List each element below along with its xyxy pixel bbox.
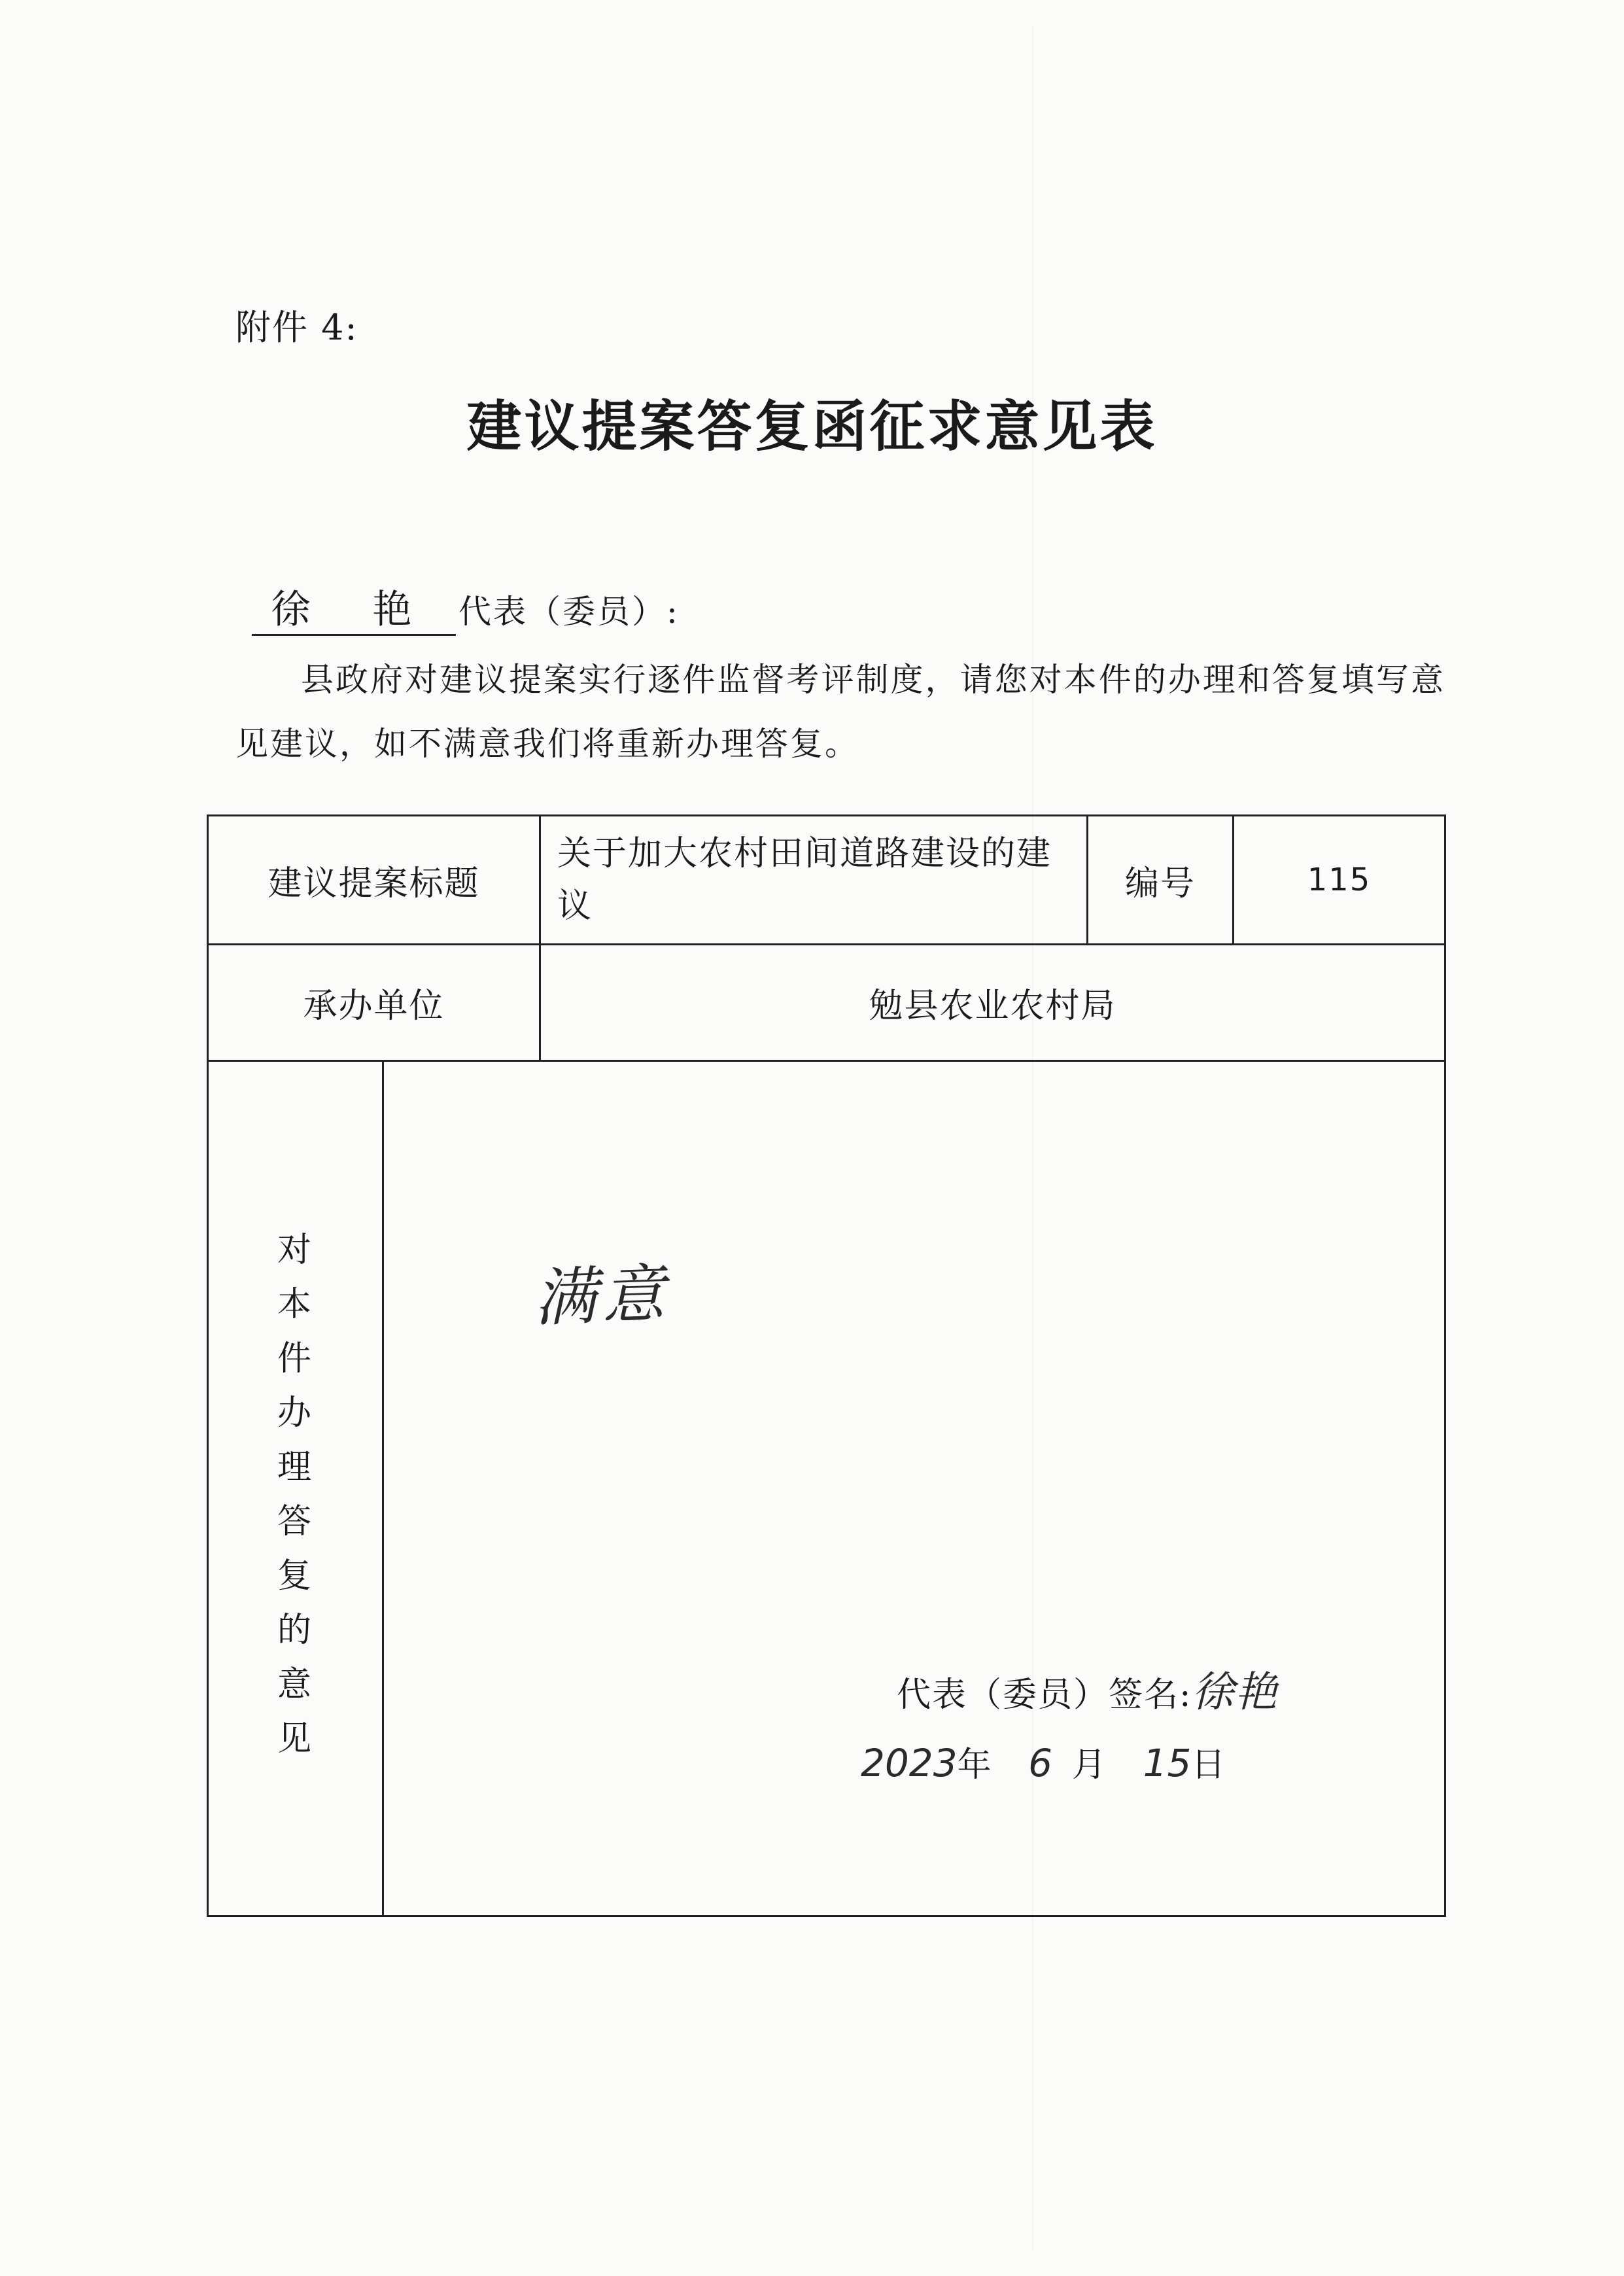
title-value: 关于加大农村田间道路建设的建议 [557,834,1052,926]
opinion-label-char: 对 [277,1231,311,1270]
intro-paragraph: 县政府对建议提案实行逐件监督考评制度，请您对本件的办理和答复填写意见建议，如不满意我们将重新办理答复。 [235,661,1445,763]
unit-value: 勉县农业农村局 [869,987,1116,1026]
opinion-label-char: 理 [277,1448,311,1487]
signature-label: 代表（委员）签名: [897,1675,1192,1715]
opinion-form-table [207,814,1446,1917]
opinion-label-char: 办 [277,1393,311,1433]
date-year: 2023 [861,1741,958,1785]
table-border-right [1444,814,1446,1917]
table-border-bottom [207,1915,1446,1917]
row-divider-2 [207,1060,1446,1062]
salutation-suffix: 代表（委员）: [458,593,680,631]
date-day-unit: 日 [1191,1745,1226,1785]
opinion-label-char: 见 [277,1719,311,1759]
title-label: 建议提案标题 [268,864,480,903]
unit-label: 承办单位 [303,987,445,1026]
opinion-label-char: 复 [277,1556,311,1596]
date-year-unit: 年 [957,1745,992,1785]
signature-handwritten: 徐艳 [1192,1668,1279,1717]
form-title: 建议提案答复函征求意见表 [466,394,1158,459]
date-row [861,1737,1225,1786]
opinion-handwritten: 满意 [532,1257,672,1335]
date-day: 15 [1143,1741,1192,1785]
number-label: 编号 [1124,864,1196,903]
representative-name: 徐 艳 [252,586,456,636]
opinion-label-char: 答 [277,1502,311,1541]
opinion-label-vertical [207,1223,382,1766]
date-month-unit: 月 [1072,1745,1107,1785]
signature-row [897,1658,1279,1719]
opinion-label-char: 件 [277,1339,311,1378]
salutation [252,586,680,636]
number-value: 115 [1307,862,1372,898]
attachment-label: 附件 4: [235,307,358,348]
date-month: 6 [1028,1741,1053,1785]
opinion-label-char: 本 [277,1285,311,1324]
opinion-label-char: 的 [277,1611,311,1650]
opinion-label-char: 意 [277,1665,311,1704]
col-divider-opinion [382,1060,384,1917]
